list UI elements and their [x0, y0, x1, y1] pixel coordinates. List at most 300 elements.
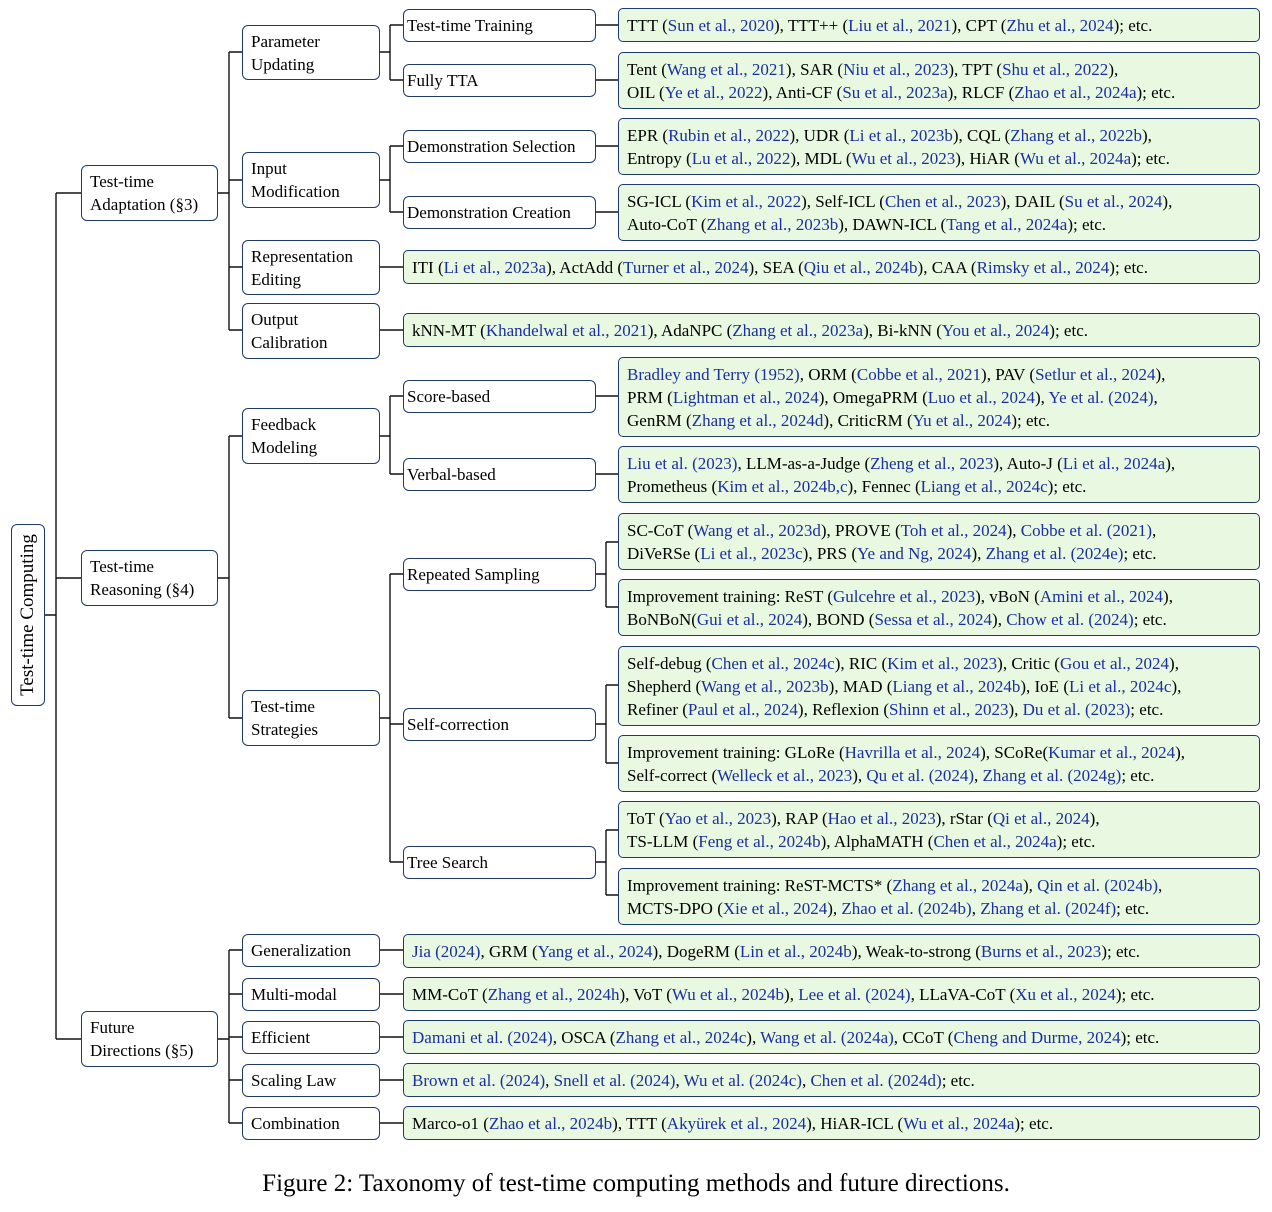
- label-test-time-training: Test-time Training: [407, 16, 533, 35]
- method-text: SC-CoT (: [627, 520, 694, 540]
- method-text: Marco-o1 (: [412, 1113, 489, 1133]
- method-text: ),: [1006, 520, 1021, 540]
- leaf-score-based: [618, 357, 1260, 437]
- method-text: , ORM (: [799, 364, 857, 384]
- citation-link[interactable]: Burns et al., 2023: [980, 941, 1102, 961]
- method-text: ), rStar (: [935, 808, 993, 828]
- label-self-correction: Self-correction: [407, 715, 509, 734]
- citation-link[interactable]: Su et al., 2024: [1064, 191, 1163, 211]
- leaf-line: [627, 830, 1100, 853]
- citation-link[interactable]: Cheng and Durme, 2024: [953, 1027, 1121, 1047]
- method-text: ToT (: [627, 808, 665, 828]
- node-scaling-law: [242, 1064, 380, 1097]
- method-text: ), Self-ICL (: [801, 191, 885, 211]
- node-fully-tta: [403, 64, 596, 97]
- label-demonstration-selection: Demonstration Selection: [407, 137, 576, 156]
- method-text: ,: [974, 765, 983, 785]
- node-representation-editing: [242, 240, 380, 295]
- method-text: , LLaVA-CoT (: [910, 984, 1016, 1004]
- leaf-text: [412, 940, 1140, 963]
- leaf-verbal-based: [618, 446, 1260, 503]
- citation-link[interactable]: Qiu et al., 2024b: [803, 257, 918, 277]
- citation-link[interactable]: Tang et al., 2024a: [946, 214, 1068, 234]
- method-text: ), SCoRe(: [980, 742, 1049, 762]
- method-text: ), AdaNPC (: [647, 320, 733, 340]
- label-test-time-adaptation: Test-time Adaptation (§3): [90, 172, 199, 214]
- citation-link[interactable]: Xie et al., 2024: [722, 898, 828, 918]
- citation-link[interactable]: Toh et al., 2024: [900, 520, 1007, 540]
- method-text: ),: [1142, 125, 1152, 145]
- leaf-test-time-training: [618, 8, 1260, 42]
- method-text: ),: [1163, 586, 1173, 606]
- method-text: OIL (: [627, 82, 665, 102]
- method-text: ), CAA (: [917, 257, 977, 277]
- leaf-line: [627, 81, 1175, 104]
- node-test-time-strategies: [242, 690, 380, 746]
- method-text: ),: [1169, 653, 1179, 673]
- method-text: TS-LLM (: [627, 831, 699, 851]
- method-text: ); etc.: [1014, 1113, 1054, 1133]
- method-text: ),: [1155, 364, 1166, 384]
- method-text: ; etc.: [1130, 699, 1164, 719]
- leaf-line: [412, 940, 1140, 963]
- citation-link[interactable]: Khandelwal et al., 2021: [485, 320, 648, 340]
- citation-link[interactable]: Wu et al., 2024a: [1019, 148, 1132, 168]
- citation-link[interactable]: Akyürek et al., 2024: [666, 1113, 807, 1133]
- label-scaling-law: Scaling Law: [251, 1071, 337, 1090]
- method-text: TTT (: [627, 15, 668, 35]
- citation-link[interactable]: Zhang et al., 2024a: [892, 875, 1023, 895]
- citation-link[interactable]: Lin et al., 2024b: [739, 941, 852, 961]
- method-text: , OSCA (: [552, 1027, 616, 1047]
- method-text: ),: [852, 765, 867, 785]
- method-text: ),: [992, 609, 1007, 629]
- method-text: ), RLCF (: [947, 82, 1015, 102]
- citation-link[interactable]: Zhang et al. (2024f): [980, 898, 1117, 918]
- leaf-line: [627, 519, 1157, 542]
- method-text: ), PRS (: [802, 543, 857, 563]
- method-text: ),: [971, 543, 986, 563]
- citation-link[interactable]: Setlur et al., 2024: [1035, 364, 1156, 384]
- leaf-text: [627, 585, 1173, 631]
- method-text: ,: [801, 1070, 811, 1090]
- citation-link[interactable]: Bradley and Terry (1952): [627, 364, 800, 384]
- label-future-directions: Future Directions (§5): [90, 1018, 194, 1060]
- citation-link[interactable]: Ye and Ng, 2024: [856, 543, 972, 563]
- citation-link[interactable]: Amini et al., 2024: [1039, 586, 1164, 606]
- citation-link[interactable]: Brown et al. (2024): [412, 1070, 546, 1090]
- leaf-line: [627, 764, 1185, 787]
- leaf-generalization: [403, 934, 1260, 968]
- leaf-line: [627, 213, 1172, 236]
- method-text: ),: [784, 984, 799, 1004]
- label-verbal-based: Verbal-based: [407, 465, 496, 484]
- method-text: EPR (: [627, 125, 669, 145]
- method-text: ); etc.: [1131, 148, 1170, 168]
- citation-link[interactable]: Li et al., 2023a: [443, 257, 547, 277]
- node-test-time-adaptation: [81, 165, 218, 221]
- label-efficient: Efficient: [251, 1028, 311, 1047]
- method-text: ), AlphaMATH (: [820, 831, 934, 851]
- method-text: ); etc.: [1113, 15, 1153, 35]
- leaf-demonstration-creation: [618, 184, 1260, 241]
- leaf-line: [627, 698, 1181, 721]
- method-text: ), PROVE (: [820, 520, 901, 540]
- method-text: ), DAIL (: [1000, 191, 1065, 211]
- method-text: ), Auto-J (: [993, 453, 1063, 473]
- method-text: Tent (: [627, 59, 667, 79]
- method-text: ), RAP (: [771, 808, 828, 828]
- citation-link[interactable]: Rimsky et al., 2024: [976, 257, 1110, 277]
- node-combination: [242, 1107, 380, 1140]
- citation-link[interactable]: Chen et al., 2023: [884, 191, 1001, 211]
- method-text: , GRM (: [480, 941, 538, 961]
- label-repeated-sampling: Repeated Sampling: [407, 565, 540, 584]
- citation-link[interactable]: Yao et al., 2023: [664, 808, 772, 828]
- citation-link[interactable]: Wu et al., 2024a: [903, 1113, 1015, 1133]
- method-text: ), HiAR (: [955, 148, 1020, 168]
- citation-link[interactable]: Wang et al. (2024a): [760, 1027, 894, 1047]
- method-text: ), DAWN-ICL (: [838, 214, 947, 234]
- citation-link[interactable]: Ye et al., 2022: [664, 82, 763, 102]
- leaf-output-calibration: [403, 313, 1260, 347]
- citation-link[interactable]: Zheng et al., 2023: [870, 453, 994, 473]
- label-tree-search: Tree Search: [407, 853, 489, 872]
- leaf-line: [627, 807, 1100, 830]
- citation-link[interactable]: Shinn et al., 2023: [889, 699, 1009, 719]
- label-fully-tta: Fully TTA: [407, 71, 479, 90]
- citation-link[interactable]: Snell et al. (2024): [553, 1070, 676, 1090]
- method-text: Prometheus (: [627, 476, 718, 496]
- citation-link[interactable]: Liu et al. (2023): [627, 453, 738, 473]
- citation-link[interactable]: You et al., 2024: [941, 320, 1050, 340]
- leaf-repeated-sampling-methods: [618, 513, 1260, 570]
- label-representation-editing: Representation Editing: [251, 246, 353, 289]
- leaf-text: [627, 363, 1165, 432]
- method-text: ,: [971, 898, 981, 918]
- citation-link[interactable]: Wu et al. (2024c): [683, 1070, 802, 1090]
- method-text: ); etc.: [1101, 941, 1141, 961]
- citation-link[interactable]: Qin et al. (2024b): [1037, 875, 1159, 895]
- method-text: ), Fennec (: [847, 476, 921, 496]
- label-generalization: Generalization: [251, 941, 352, 960]
- citation-link[interactable]: Cobbe et al. (2021): [1020, 520, 1153, 540]
- label-test-time-strategies: Test-time Strategies: [251, 697, 319, 739]
- leaf-line: [627, 542, 1157, 565]
- citation-link[interactable]: Niu et al., 2023: [843, 59, 949, 79]
- leaf-combination: [403, 1106, 1260, 1140]
- method-text: ), TTT++ (: [774, 15, 849, 35]
- leaf-line: [627, 363, 1165, 386]
- method-text: ); etc.: [1109, 257, 1148, 277]
- citation-link[interactable]: Havrilla et al., 2024: [844, 742, 981, 762]
- root-node: [11, 524, 45, 706]
- citation-link[interactable]: Zhao et al. (2024b): [841, 898, 972, 918]
- node-feedback-modeling: [242, 408, 380, 464]
- leaf-line: [627, 124, 1170, 147]
- leaf-line: [627, 190, 1172, 213]
- citation-link[interactable]: Sun et al., 2020: [667, 15, 775, 35]
- method-text: ), RIC (: [834, 653, 888, 673]
- method-text: ),: [1165, 453, 1176, 473]
- leaf-self-correction-methods: [618, 646, 1260, 726]
- node-output-calibration: [242, 303, 380, 359]
- citation-link[interactable]: Kumar et al., 2024: [1048, 742, 1176, 762]
- label-demonstration-creation: Demonstration Creation: [407, 203, 571, 222]
- node-efficient: [242, 1021, 380, 1054]
- citation-link[interactable]: Zhang et al., 2022b: [1010, 125, 1142, 145]
- method-text: ITI (: [412, 257, 444, 277]
- citation-link[interactable]: Zhang et al., 2024h: [487, 984, 620, 1004]
- method-text: ), vBoN (: [975, 586, 1040, 606]
- citation-link[interactable]: Wang et al., 2021: [666, 59, 786, 79]
- method-text: ), MAD (: [828, 676, 893, 696]
- citation-link[interactable]: Chen et al., 2024a: [933, 831, 1057, 851]
- method-text: Self-debug (: [627, 653, 712, 673]
- citation-link[interactable]: Zhao et al., 2024a: [1014, 82, 1137, 102]
- leaf-text: [627, 807, 1100, 853]
- leaf-text: [412, 983, 1155, 1006]
- citation-link[interactable]: Kim et al., 2023: [887, 653, 998, 673]
- method-text: ),: [1175, 742, 1186, 762]
- leaf-line: [627, 874, 1162, 897]
- method-text: ),: [746, 1027, 761, 1047]
- citation-link[interactable]: Jia (2024): [412, 941, 481, 961]
- method-text: ),: [827, 898, 842, 918]
- method-text: GenRM (: [627, 410, 692, 430]
- label-combination: Combination: [251, 1114, 340, 1133]
- leaf-fully-tta: [618, 52, 1260, 109]
- citation-link[interactable]: Li et al., 2024a: [1062, 453, 1166, 473]
- method-text: BoNBoN(: [627, 609, 697, 629]
- method-text: ), CPT (: [951, 15, 1007, 35]
- citation-link[interactable]: Gulcehre et al., 2023: [833, 586, 976, 606]
- method-text: ), Reflexion (: [797, 699, 890, 719]
- citation-link[interactable]: Li et al., 2023b: [849, 125, 953, 145]
- leaf-line: [412, 1026, 1159, 1049]
- method-text: ), TTT (: [612, 1113, 667, 1133]
- method-text: ); etc.: [1056, 831, 1096, 851]
- citation-link[interactable]: Hao et al., 2023: [827, 808, 936, 828]
- node-input-modification: [242, 152, 380, 208]
- node-verbal-based: [403, 458, 596, 491]
- leaf-representation-editing: [403, 250, 1260, 284]
- node-test-time-training: [403, 9, 596, 42]
- method-text: ); etc.: [1115, 984, 1155, 1004]
- leaf-demonstration-selection: [618, 118, 1260, 175]
- label-output-calibration: Output Calibration: [251, 310, 328, 352]
- method-text: ),: [1022, 875, 1038, 895]
- citation-link[interactable]: Yu et al., 2024: [912, 410, 1012, 430]
- citation-link[interactable]: Zhang et al., 2024d: [691, 410, 824, 430]
- citation-link[interactable]: Cobbe et al., 2021: [856, 364, 982, 384]
- method-text: ), SAR (: [785, 59, 844, 79]
- method-text: MCTS-DPO (: [627, 898, 723, 918]
- leaf-line: [627, 741, 1185, 764]
- method-text: ), Bi-kNN (: [863, 320, 942, 340]
- leaf-line: [627, 386, 1165, 409]
- method-text: ),: [1034, 387, 1049, 407]
- method-text: ), CriticRM (: [823, 410, 913, 430]
- citation-link[interactable]: Wang et al., 2023d: [693, 520, 821, 540]
- method-text: ); etc.: [1067, 214, 1107, 234]
- leaf-text: [627, 190, 1172, 236]
- citation-link[interactable]: Qi et al., 2024: [992, 808, 1090, 828]
- method-text: Improvement training: ReST-MCTS* (: [627, 875, 893, 895]
- citation-link[interactable]: Zhang et al., 2023a: [732, 320, 864, 340]
- citation-link[interactable]: Su et al., 2023a: [842, 82, 948, 102]
- node-multi-modal: [242, 978, 380, 1011]
- citation-link[interactable]: Feng et al., 2024b: [698, 831, 821, 851]
- node-demonstration-creation: [403, 196, 596, 229]
- method-text: Shepherd (: [627, 676, 702, 696]
- citation-link[interactable]: Li et al., 2024c: [1068, 676, 1172, 696]
- citation-link[interactable]: Sessa et al., 2024: [874, 609, 993, 629]
- method-text: ), HiAR-ICL (: [806, 1113, 904, 1133]
- citation-link[interactable]: Zhang et al. (2024e): [985, 543, 1124, 563]
- leaf-text: [627, 14, 1152, 37]
- citation-link[interactable]: Wang et al., 2023b: [701, 676, 829, 696]
- method-text: ; etc.: [1121, 765, 1155, 785]
- method-text: Improvement training: GLoRe (: [627, 742, 845, 762]
- leaf-text: [627, 58, 1175, 104]
- citation-link[interactable]: Zhu et al., 2024: [1006, 15, 1114, 35]
- citation-link[interactable]: Du et al. (2023): [1022, 699, 1131, 719]
- leaf-line: [627, 58, 1175, 81]
- citation-link[interactable]: Yang et al., 2024: [537, 941, 653, 961]
- node-future-directions: [81, 1011, 218, 1067]
- leaf-line: [412, 319, 1088, 342]
- citation-link[interactable]: Li et al., 2023c: [700, 543, 803, 563]
- leaf-efficient: [403, 1020, 1260, 1054]
- citation-link[interactable]: Qu et al. (2024): [866, 765, 975, 785]
- method-text: ; etc.: [941, 1070, 975, 1090]
- method-text: ); etc.: [1049, 320, 1088, 340]
- leaf-text: [627, 874, 1162, 920]
- root-label: Test-time Computing: [17, 534, 38, 696]
- citation-link[interactable]: Rubin et al., 2022: [668, 125, 790, 145]
- method-text: Auto-CoT (: [627, 214, 707, 234]
- node-tree-search: [403, 846, 596, 879]
- method-text: SG-ICL (: [627, 191, 692, 211]
- node-self-correction: [403, 708, 596, 741]
- citation-link[interactable]: Xu et al., 2024: [1015, 984, 1116, 1004]
- method-text: ,: [1158, 875, 1163, 895]
- citation-link[interactable]: Kim et al., 2022: [691, 191, 802, 211]
- citation-link[interactable]: Gou et al., 2024: [1059, 653, 1170, 673]
- method-text: ; etc.: [1116, 898, 1150, 918]
- leaf-line: [412, 1069, 975, 1092]
- citation-link[interactable]: Wu et al., 2024b: [671, 984, 785, 1004]
- method-text: DiVeRSe (: [627, 543, 701, 563]
- method-text: ); etc.: [1136, 82, 1176, 102]
- citation-link[interactable]: Lee et al. (2024): [798, 984, 911, 1004]
- citation-link[interactable]: Welleck et al., 2023: [717, 765, 853, 785]
- citation-link[interactable]: Chen et al. (2024d): [810, 1070, 942, 1090]
- label-parameter-updating: Parameter Updating: [251, 31, 320, 74]
- label-score-based: Score-based: [407, 387, 491, 406]
- method-text: Refiner (: [627, 699, 688, 719]
- method-text: ), SEA (: [748, 257, 804, 277]
- citation-link[interactable]: Shu et al., 2022: [1002, 59, 1109, 79]
- leaf-tree-search-training: [618, 868, 1260, 925]
- method-text: ,: [545, 1070, 554, 1090]
- method-text: ),: [1089, 808, 1100, 828]
- leaf-line: [627, 652, 1181, 675]
- method-text: ), UDR (: [789, 125, 850, 145]
- label-feedback-modeling: Feedback Modeling: [251, 415, 318, 457]
- method-text: ); etc.: [1047, 476, 1087, 496]
- citation-link[interactable]: Lightman et al., 2024: [672, 387, 819, 407]
- method-text: , CCoT (: [893, 1027, 954, 1047]
- method-text: ),: [1108, 59, 1119, 79]
- leaf-multi-modal: [403, 977, 1260, 1011]
- citation-link[interactable]: Ye et al. (2024): [1048, 387, 1154, 407]
- method-text: ), PAV (: [981, 364, 1036, 384]
- leaf-text: [412, 319, 1088, 342]
- method-text: , LLM-as-a-Judge (: [737, 453, 871, 473]
- citation-link[interactable]: Zhao et al., 2024b: [488, 1113, 613, 1133]
- node-generalization: [242, 934, 380, 967]
- method-text: ),: [1171, 676, 1182, 696]
- citation-link[interactable]: Zhang et al. (2024g): [982, 765, 1122, 785]
- method-text: Improvement training: ReST (: [627, 586, 834, 606]
- citation-link[interactable]: Liang et al., 2024b: [892, 676, 1021, 696]
- leaf-scaling-law: [403, 1063, 1260, 1097]
- citation-link[interactable]: Kim et al., 2024b,c: [717, 476, 848, 496]
- method-text: Self-correct (: [627, 765, 718, 785]
- method-text: ; etc.: [1123, 543, 1157, 563]
- method-text: ), VoT (: [619, 984, 672, 1004]
- figure-caption: Figure 2: Taxonomy of test-time computing methods and future directions.: [262, 1170, 1010, 1197]
- leaf-text: [412, 256, 1148, 279]
- method-text: MM-CoT (: [412, 984, 488, 1004]
- leaf-self-correction-training: [618, 735, 1260, 792]
- citation-link[interactable]: Paul et al., 2024: [687, 699, 798, 719]
- leaf-text: [627, 652, 1181, 721]
- method-text: ), TPT (: [948, 59, 1003, 79]
- citation-link[interactable]: Liang et al., 2024c: [920, 476, 1048, 496]
- citation-link[interactable]: Zhang et al., 2023b: [706, 214, 839, 234]
- citation-link[interactable]: Damani et al. (2024): [412, 1027, 553, 1047]
- leaf-line: [627, 585, 1173, 608]
- method-text: ,: [1153, 387, 1158, 407]
- citation-link[interactable]: Zhang et al., 2024c: [615, 1027, 747, 1047]
- leaf-tree-search-methods: [618, 801, 1260, 858]
- leaf-text: [627, 452, 1175, 498]
- node-demonstration-selection: [403, 130, 596, 163]
- leaf-line: [627, 14, 1152, 37]
- node-repeated-sampling: [403, 558, 596, 591]
- leaf-line: [412, 983, 1155, 1006]
- citation-link[interactable]: Lu et al., 2022: [691, 148, 791, 168]
- method-text: ),: [1008, 699, 1023, 719]
- citation-link[interactable]: Wu et al., 2023: [851, 148, 956, 168]
- citation-link[interactable]: Turner et al., 2024: [623, 257, 749, 277]
- citation-link[interactable]: Liu et al., 2021: [848, 15, 952, 35]
- method-text: ), Anti-CF (: [762, 82, 843, 102]
- leaf-text: [412, 1069, 975, 1092]
- node-score-based: [403, 380, 596, 413]
- method-text: ,: [675, 1070, 684, 1090]
- method-text: Entropy (: [627, 148, 692, 168]
- citation-link[interactable]: Chen et al., 2024c: [711, 653, 835, 673]
- node-test-time-reasoning: [81, 550, 218, 606]
- citation-link[interactable]: Gui et al., 2024: [696, 609, 803, 629]
- citation-link[interactable]: Luo et al., 2024: [927, 387, 1035, 407]
- citation-link[interactable]: Chow et al. (2024): [1006, 609, 1134, 629]
- leaf-line: [627, 452, 1175, 475]
